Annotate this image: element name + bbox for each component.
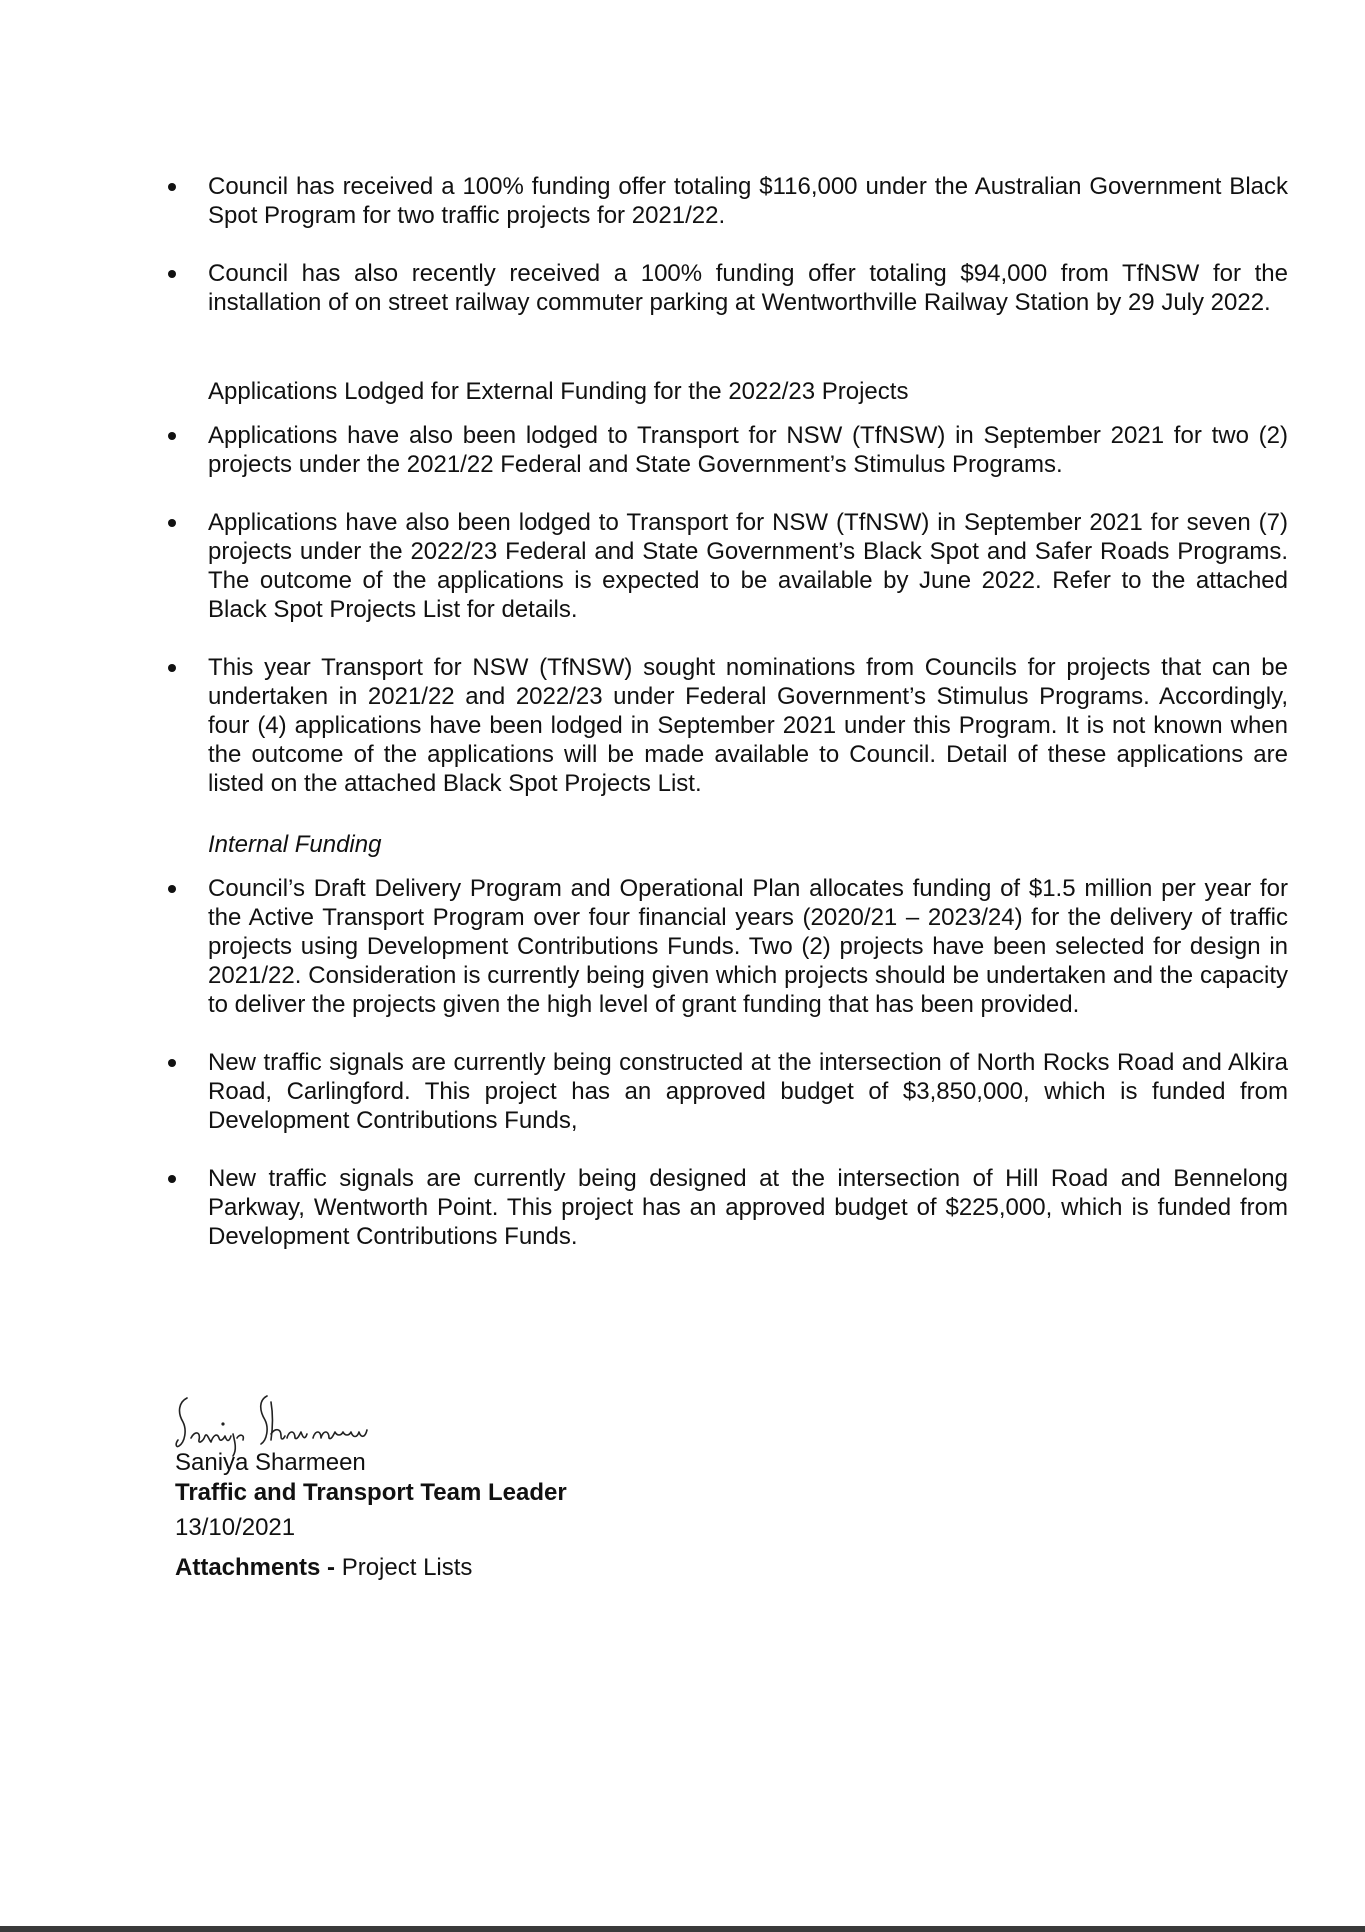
external-funding-heading: Applications Lodged for External Funding for the 2022/23 Projects <box>208 378 909 405</box>
list-item <box>208 172 1288 230</box>
bullet-icon <box>168 183 176 191</box>
list-item <box>208 874 1288 1019</box>
external-applications-list <box>208 421 1288 798</box>
bullet-icon <box>168 270 176 278</box>
list-item <box>208 1164 1288 1251</box>
bullet-text: New traffic signals are currently being constructed at the intersection of North Rocks Road and Alkira Road, Carlingford. This project has an approved budget of $3,850,000, which is funded from Development Contributions Funds, <box>208 1049 1288 1134</box>
bullet-text: Applications have also been lodged to Transport for NSW (TfNSW) in September 2021 for seven (7) projects under the 2022/23 Federal and State Government’s Black Spot and Safer Roads Programs. The outcome of the applications is expected to be available by June 2022. Refer to the attached Black Spot Projects List for details. <box>208 509 1288 623</box>
list-item <box>208 508 1288 624</box>
attachments-label: Attachments - <box>175 1554 336 1581</box>
bullet-text: Council has received a 100% funding offer totaling $116,000 under the Australian Government Black Spot Program for two traffic projects for 2021/22. <box>208 173 1288 229</box>
bullet-text: This year Transport for NSW (TfNSW) sought nominations from Councils for projects that can be undertaken in 2021/22 and 2022/23 under Federal Government’s Stimulus Programs. Accordingly, four (4) applications have been lodged in September 2021 under this Program. It is not known when the outcome of the applications will be made available to Council. Detail of these applications are listed on the attached Black Spot Projects List. <box>208 654 1288 797</box>
attachments-line <box>175 1553 472 1582</box>
attachments-value: Project Lists <box>335 1554 473 1581</box>
bullet-icon <box>168 885 176 893</box>
list-item <box>208 653 1288 798</box>
bullet-icon <box>168 432 176 440</box>
list-item <box>208 421 1288 479</box>
bullet-icon <box>168 664 176 672</box>
signatory-title: Traffic and Transport Team Leader <box>175 1479 567 1506</box>
funding-offers-list <box>208 172 1288 317</box>
bullet-text: New traffic signals are currently being designed at the intersection of Hill Road and Bennelong Parkway, Wentworth Point. This project has an approved budget of $225,000, which is funded from Development Contributions Funds. <box>208 1165 1288 1250</box>
bullet-text: Applications have also been lodged to Transport for NSW (TfNSW) in September 2021 for two (2) projects under the 2021/22 Federal and State Government’s Stimulus Programs. <box>208 422 1288 478</box>
bullet-icon <box>168 1175 176 1183</box>
list-item <box>208 1048 1288 1135</box>
bullet-text: Council’s Draft Delivery Program and Operational Plan allocates funding of $1.5 million per year for the Active Transport Program over four financial years (2020/21 – 2023/24) for the delivery of traffic projects using Development Contributions Funds. Two (2) projects have been selected for design in 2021/22. Consideration is currently being given which projects should be undertaken and the capacity to deliver the projects given the high level of grant funding that has been provided. <box>208 875 1288 1018</box>
bullet-icon <box>168 1059 176 1067</box>
list-item <box>208 259 1288 317</box>
signatory-name: Saniya Sharmeen <box>175 1449 366 1476</box>
internal-funding-heading: Internal Funding <box>208 831 382 858</box>
internal-funding-list <box>208 874 1288 1251</box>
page-bottom-border <box>0 1926 1365 1932</box>
bullet-text: Council has also recently received a 100% funding offer totaling $94,000 from TfNSW for the installation of on street railway commuter parking at Wentworthville Railway Station by 29 July 2022. <box>208 260 1288 316</box>
bullet-icon <box>168 519 176 527</box>
signature-date: 13/10/2021 <box>175 1514 296 1541</box>
